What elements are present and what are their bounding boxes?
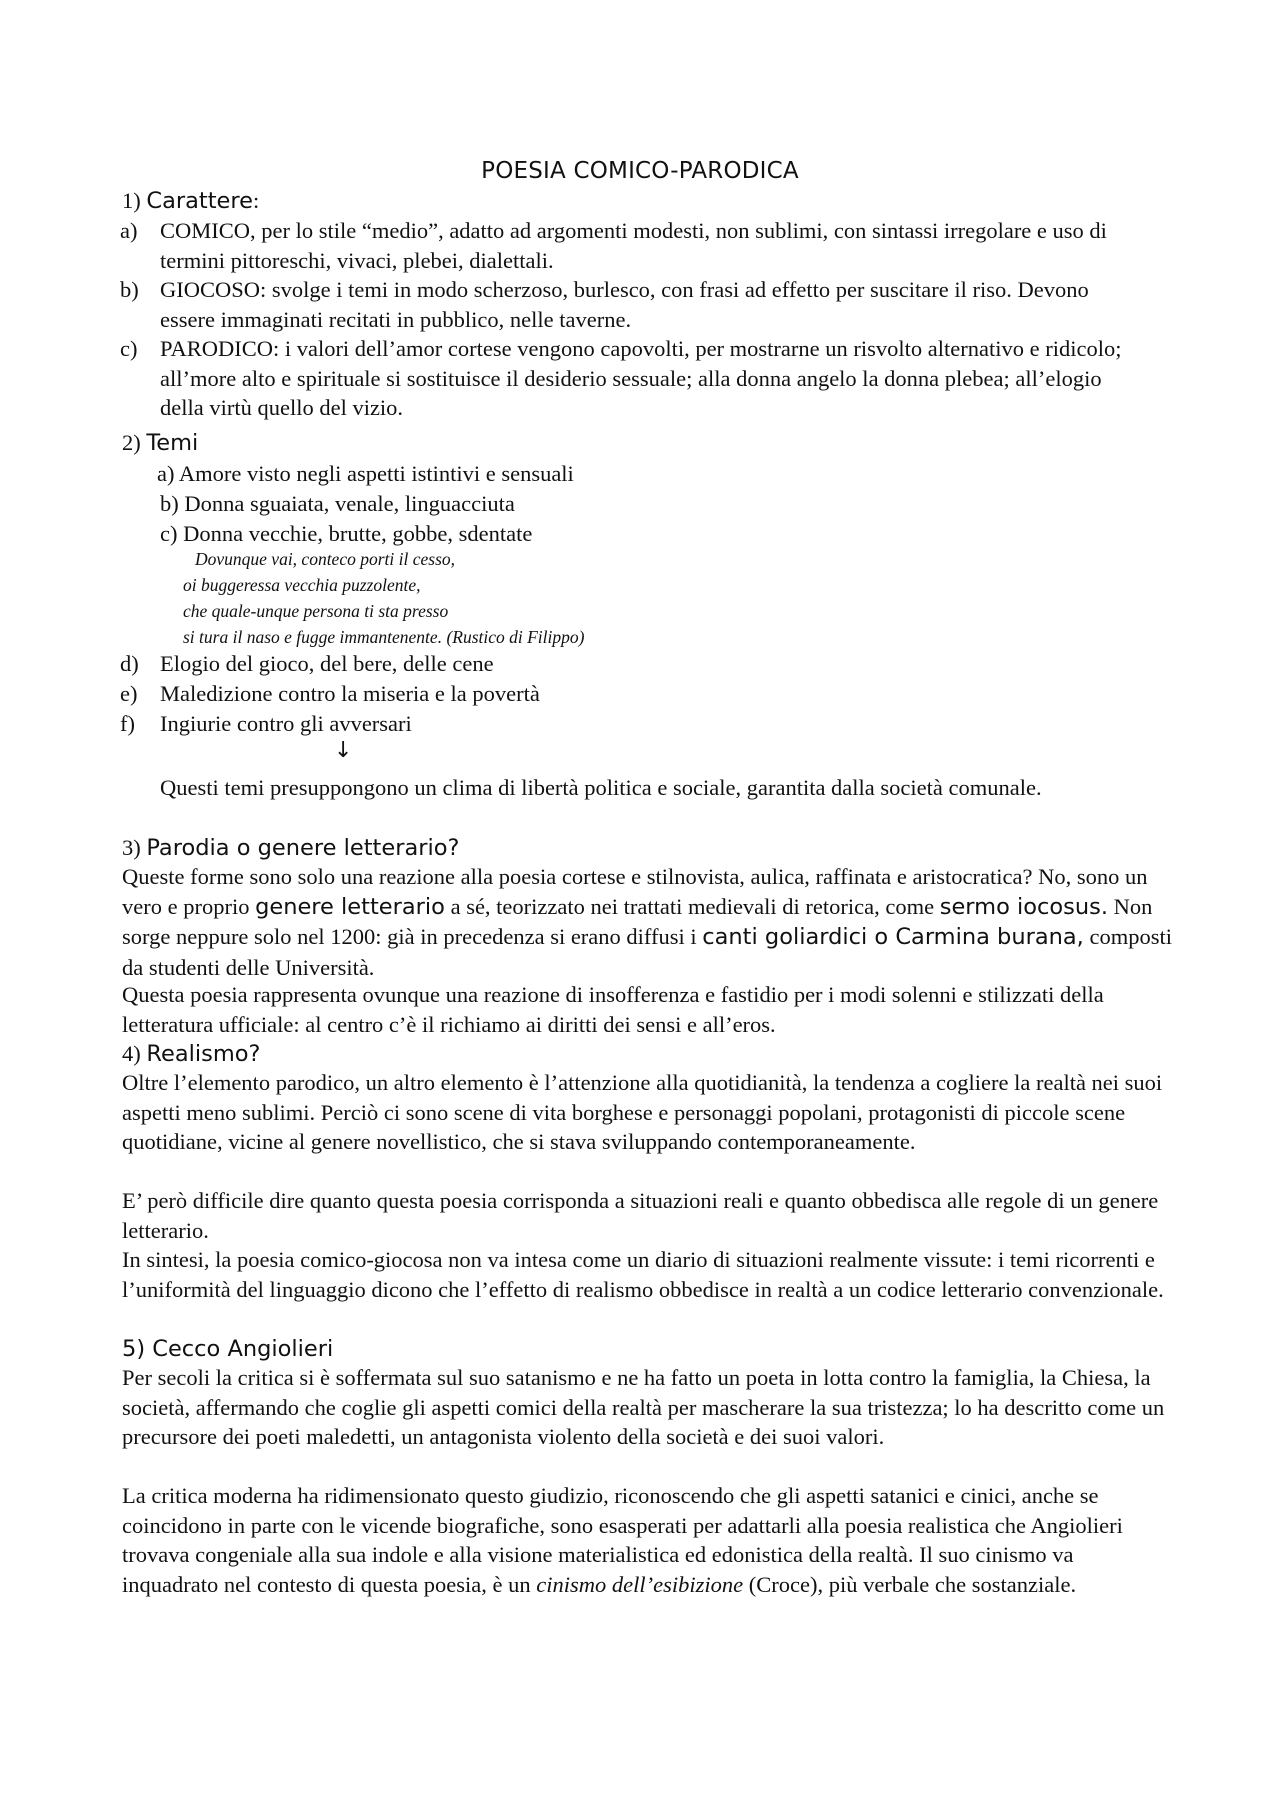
section-5-heading xyxy=(122,1334,333,1365)
list-item-text: COMICO, per lo stile “medio”, adatto ad argomenti modesti, non sublimi, con sintassi irregolare e uso di termini pittoreschi, vivaci, plebei, dialettali. xyxy=(160,218,1107,273)
text-run: La critica moderna ha ridimensionato questo giudizio, riconoscendo che gli aspetti satanici e cinici, anche se coincidono in parte con le vicende biografiche, sono esasperati per adattarli alla poesia realistica che Angiolieri trovava congeniale alla sua indole e alla visione materialistica ed edonistica della realtà. Il suo cinismo va inquadrato nel contesto di questa poesia, è un xyxy=(122,1483,1123,1597)
quote-line-4: si tura il naso e fugge immantenente. (Rustico di Filippo) xyxy=(183,627,585,647)
keyword-carmina-burana: canti goliardici o Carmina burana, xyxy=(702,924,1084,950)
text-run: Non sorge neppure solo nel 1200: già in precedenza si erano diffusi i xyxy=(122,893,1153,949)
list-marker: d) xyxy=(120,651,139,676)
section-4-number: 4) xyxy=(122,1041,141,1066)
text-run: (Croce), più verbale che sostanziale. xyxy=(743,1571,1077,1597)
list-item-text: Elogio del gioco, del bere, delle cene xyxy=(160,651,494,676)
section-1-colon: : xyxy=(253,188,260,213)
text-run: Queste forme sono solo una reazione alla poesia cortese e stilnovista, aulica, raffinata e aristocratica? No, sono un vero e proprio xyxy=(122,864,1148,919)
text-run: composti da studenti delle Università. xyxy=(122,924,1172,980)
list-marker: c) xyxy=(120,336,138,361)
section-5-title: 5) Cecco Angiolieri xyxy=(122,1336,334,1362)
theme-c: c) Donna vecchie, brutte, gobbe, sdentate xyxy=(160,521,533,546)
section-2-heading xyxy=(122,428,198,459)
section-1-number: 1) xyxy=(122,188,141,213)
list-item-text: Ingiurie contro gli avversari xyxy=(160,711,412,736)
keyword-genere-letterario: genere letterario xyxy=(255,893,445,920)
quote-line-1: Dovunque vai, conteco porti il cesso, xyxy=(195,549,456,569)
theme-e xyxy=(120,679,1145,709)
list-item-text: PARODICO: i valori dell’amor cortese vengono capovolti, per mostrarne un risvolto alternativo e ridicolo; all’more alto e spirituale si sostituisce il desiderio sessuale; alla donna angelo la donna plebea; all’elogio della virtù quello del vizio. xyxy=(160,336,1122,420)
theme-d xyxy=(120,649,1145,679)
list-item-1c xyxy=(120,334,1145,423)
down-arrow-icon: ↓ xyxy=(334,738,353,763)
page-title: POESIA COMICO-PARODICA xyxy=(481,158,799,184)
emphasis-cinismo: cinismo dell’esibizione xyxy=(536,1571,744,1597)
list-marker: f) xyxy=(120,711,135,736)
list-item-text: GIOCOSO: svolge i temi in modo scherzoso, burlesco, con frasi ad effetto per suscitare il riso. Devono essere immaginati recitati in pubblico, nelle taverne. xyxy=(160,277,1089,332)
section-3-paragraph-2: Questa poesia rappresenta ovunque una reazione di insofferenza e fastidio per i modi solenni e stilizzati della letteratura ufficiale: al centro c’è il richiamo ai diritti dei sensi e all’eros. xyxy=(122,982,1104,1037)
theme-a: a) Amore visto negli aspetti istintivi e sensuali xyxy=(157,461,574,486)
keyword-sermo-iocosus: sermo iocosus. xyxy=(939,893,1109,920)
list-marker: e) xyxy=(120,681,138,706)
section-4-title: Realismo? xyxy=(146,1041,261,1067)
text-run: a sé, teorizzato nei trattati medievali di retorica, come xyxy=(444,893,940,919)
section-3-heading xyxy=(122,833,459,864)
themes-note: Questi temi presuppongono un clima di libertà politica e sociale, garantita dalla società comunale. xyxy=(160,775,1042,800)
section-3-number: 3) xyxy=(122,835,141,860)
section-1-heading xyxy=(122,186,259,217)
section-4-paragraph-1: Oltre l’elemento parodico, un altro elemento è l’attenzione alla quotidianità, la tendenza a cogliere la realtà nei suoi aspetti meno sublimi. Perciò ci sono scene di vita borghese e personaggi popolani, protagonisti di piccole scene quotidiane, vicine al genere novellistico, che si stava sviluppando contemporaneamente. xyxy=(122,1070,1163,1154)
quote-line-3: che quale-unque persona ti sta presso xyxy=(183,601,449,621)
list-item-text: Maledizione contro la miseria e la povertà xyxy=(160,681,540,706)
section-3-paragraph-1 xyxy=(122,862,1172,982)
list-item-1b xyxy=(120,275,1145,334)
theme-f xyxy=(120,709,1145,739)
section-4-heading xyxy=(122,1039,260,1070)
section-2-number: 2) xyxy=(122,430,141,455)
section-4-paragraph-3: In sintesi, la poesia comico-giocosa non va intesa come un diario di situazioni realmente vissute: i temi ricorrenti e l’uniformità del linguaggio dicono che l’effetto di realismo obbedisce in realtà a un codice letterario convenzionale. xyxy=(122,1247,1164,1302)
section-1-title: Carattere xyxy=(146,188,253,214)
theme-b: b) Donna sguaiata, venale, linguacciuta xyxy=(160,491,515,516)
quote-line-2: oi buggeressa vecchia puzzolente, xyxy=(183,575,421,595)
section-4-paragraph-2: E’ però difficile dire quanto questa poesia corrisponda a situazioni reali e quanto obbedisca alle regole di un genere letterario. xyxy=(122,1188,1159,1243)
section-3-title: Parodia o genere letterario? xyxy=(146,835,460,861)
section-2-title: Temi xyxy=(146,430,199,456)
list-marker: a) xyxy=(120,218,138,243)
section-5-paragraph-2 xyxy=(122,1481,1172,1599)
section-5-paragraph-1: Per secoli la critica si è soffermata sul suo satanismo e ne ha fatto un poeta in lotta contro la famiglia, la Chiesa, la società, affermando che coglie gli aspetti comici della realtà per mascherare la sua tristezza; lo ha descritto come un precursore dei poeti maledetti, un antagonista violento della società e dei suoi valori. xyxy=(122,1365,1165,1449)
list-marker: b) xyxy=(120,277,139,302)
list-item-1a xyxy=(120,216,1145,275)
